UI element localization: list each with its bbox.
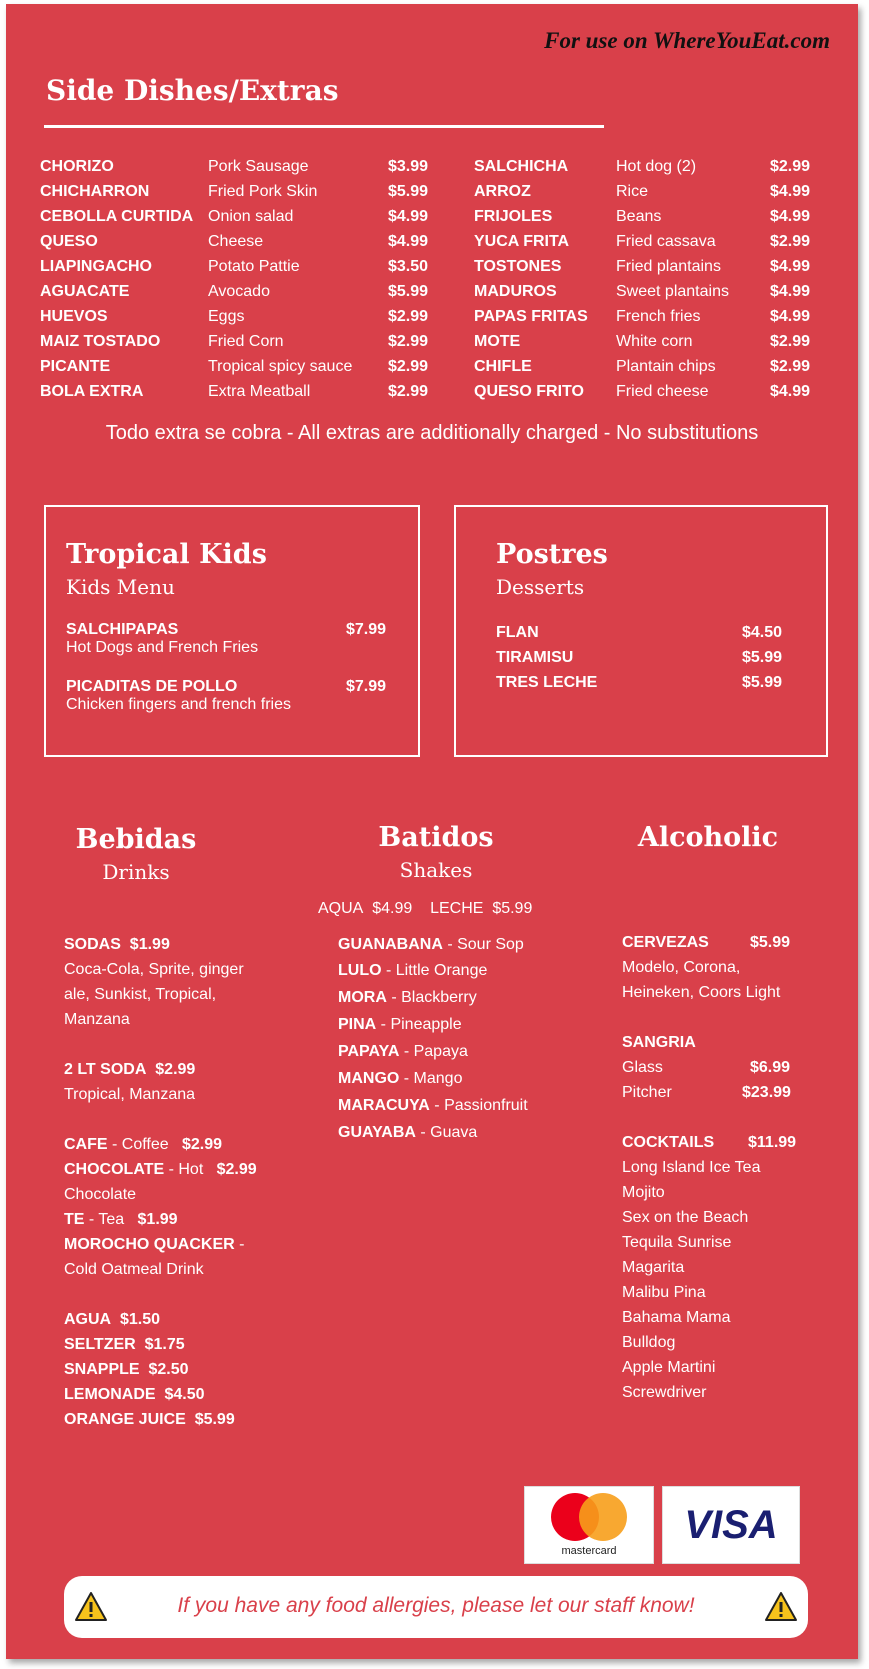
- drink-line: [64, 1232, 257, 1257]
- drink-name: LEMONADE: [64, 1386, 156, 1403]
- side-dish-price: $2.99: [770, 333, 811, 350]
- side-dish-desc: Fried cheese: [616, 383, 709, 400]
- side-dish-price: $4.99: [770, 258, 811, 275]
- alcohol-desc: Modelo, Corona,: [622, 959, 741, 976]
- separator: -: [107, 1136, 122, 1153]
- cocktail-item: Malibu Pina: [622, 1284, 706, 1301]
- drink-name: SNAPPLE: [64, 1361, 140, 1378]
- shake-item: [338, 1065, 528, 1092]
- alcohol-line: [622, 1080, 812, 1105]
- dessert-name: TRES LECHE: [496, 674, 598, 691]
- drink-name: ORANGE JUICE: [64, 1411, 186, 1428]
- side-dish-price: $2.99: [388, 333, 429, 350]
- alcohol-line: [622, 1130, 812, 1155]
- drink-desc: Tropical, Manzana: [64, 1086, 196, 1103]
- shake-item: [338, 1011, 528, 1038]
- separator: -: [386, 989, 402, 1006]
- cocktail-item: Bulldog: [622, 1334, 676, 1351]
- side-dish-name: QUESO: [40, 233, 98, 250]
- side-dish-desc: Tropical spicy sauce: [208, 358, 353, 375]
- separator: -: [429, 1097, 445, 1114]
- drink-price: $1.99: [137, 1211, 178, 1228]
- alcohol-line: [622, 930, 812, 955]
- shake-name: GUANABANA: [338, 936, 443, 953]
- drink-name: CHOCOLATE: [64, 1161, 165, 1178]
- drinks-title: Bebidas: [75, 824, 197, 855]
- drink-desc: Tea: [98, 1211, 125, 1228]
- visa-logo: [662, 1486, 800, 1564]
- dessert-price: $4.50: [741, 624, 782, 641]
- drink-desc: Coffee: [121, 1136, 169, 1153]
- dessert-name: TIRAMISU: [496, 649, 574, 666]
- drink-line: [64, 1132, 257, 1157]
- drink-price: $2.50: [148, 1361, 189, 1378]
- side-dish-desc: Avocado: [208, 283, 270, 300]
- drink-price: $2.99: [181, 1136, 223, 1153]
- side-dish-desc: Extra Meatball: [208, 383, 311, 400]
- shake-item: [338, 957, 528, 984]
- shake-name: LULO: [338, 962, 382, 979]
- cocktail-item: Sex on the Beach: [622, 1209, 749, 1226]
- side-dish-price: $4.99: [770, 183, 811, 200]
- drink-price: $2.99: [155, 1061, 196, 1078]
- drinks-list: [64, 932, 257, 1432]
- side-dish-price: $4.99: [770, 308, 811, 325]
- drink-price: $4.50: [164, 1386, 205, 1403]
- separator: -: [381, 962, 396, 979]
- drink-line: [64, 1057, 257, 1082]
- drink-name: SELTZER: [64, 1336, 136, 1353]
- sangria-pitcher-label: Pitcher: [622, 1084, 672, 1101]
- side-dish-name: CHIFLE: [474, 358, 532, 375]
- side-dish-name: PAPAS FRITAS: [474, 308, 588, 325]
- shake-desc: Blackberry: [401, 989, 477, 1006]
- shake-water-price: $4.99: [372, 900, 413, 917]
- alcoholic-list: [622, 930, 812, 1405]
- side-dish-name: ARROZ: [474, 183, 531, 200]
- cocktail-item: Mojito: [622, 1184, 665, 1201]
- cocktail-item: Apple Martini: [622, 1359, 716, 1376]
- side-dish-desc: Beans: [616, 208, 662, 225]
- side-dish-price: $4.99: [770, 383, 811, 400]
- drink-desc: Chocolate: [64, 1186, 137, 1203]
- alcohol-name: CERVEZAS: [622, 934, 709, 951]
- sangria-glass-label: Glass: [622, 1059, 663, 1076]
- side-dishes-title: Side Dishes/Extras: [46, 74, 339, 107]
- cocktail-item: Screwdriver: [622, 1384, 707, 1401]
- side-dish-price: $5.99: [388, 283, 429, 300]
- kids-menu-box: [44, 505, 420, 757]
- shake-name: PINA: [338, 1016, 377, 1033]
- side-dish-price: $5.99: [388, 183, 429, 200]
- side-dish-desc: Pork Sausage: [208, 158, 309, 175]
- shake-desc: Passionfruit: [444, 1097, 528, 1114]
- kids-item-name: PICADITAS DE POLLO: [66, 678, 238, 695]
- desserts-list: [496, 620, 824, 695]
- shake-milk-label: LECHE: [430, 900, 484, 917]
- separator: -: [234, 1236, 245, 1253]
- kids-item: [66, 678, 414, 714]
- shake-desc: Little Orange: [395, 962, 488, 979]
- shake-milk-price: $5.99: [492, 900, 533, 917]
- side-dish-name: MAIZ TOSTADO: [40, 333, 161, 350]
- drink-price: $2.99: [216, 1161, 257, 1178]
- kids-subtitle: Kids Menu: [66, 575, 175, 599]
- side-dish-name: LIAPINGACHO: [40, 258, 152, 275]
- drink-price: $1.99: [129, 936, 170, 953]
- dessert-row: [496, 620, 824, 645]
- separator: -: [84, 1211, 99, 1228]
- dessert-price: $5.99: [741, 649, 782, 666]
- side-dish-desc: Onion salad: [208, 208, 294, 225]
- shake-desc: Pineapple: [390, 1016, 462, 1033]
- side-dish-price: $4.99: [770, 283, 811, 300]
- side-dish-desc: Fried cassava: [616, 233, 716, 250]
- shakes-base-prices: [318, 896, 532, 921]
- shakes-title: Batidos: [378, 822, 494, 853]
- side-dish-price: $2.99: [388, 308, 429, 325]
- side-dish-desc: Fried plantains: [616, 258, 721, 275]
- kids-item-desc: Hot Dogs and French Fries: [66, 639, 259, 656]
- alcohol-line: [622, 1055, 812, 1080]
- side-dish-name: PICANTE: [40, 358, 111, 375]
- cocktail-item: Bahama Mama: [622, 1309, 731, 1326]
- drink-price: $1.50: [120, 1311, 161, 1328]
- shake-item: [338, 984, 528, 1011]
- side-dish-desc: Plantain chips: [616, 358, 716, 375]
- watermark: For use on WhereYouEat.com: [544, 28, 830, 53]
- kids-item: [66, 621, 414, 657]
- drink-name: MOROCHO QUACKER: [64, 1236, 235, 1253]
- side-dish-name: AGUACATE: [40, 283, 130, 300]
- desserts-title: Postres: [496, 539, 608, 570]
- desserts-box: [454, 505, 828, 757]
- mastercard-text: mastercard: [561, 1545, 617, 1557]
- alcohol-name: COCKTAILS: [622, 1134, 715, 1151]
- shake-name: GUAYABA: [338, 1124, 416, 1141]
- drink-line: [64, 1357, 257, 1382]
- drink-line: [64, 932, 257, 957]
- drink-desc: ale, Sunkist, Tropical,: [64, 986, 217, 1003]
- side-dish-price: $4.99: [770, 208, 811, 225]
- separator: -: [415, 1124, 431, 1141]
- shake-water-label: AQUA: [318, 900, 364, 917]
- side-dish-price: $2.99: [770, 158, 811, 175]
- mastercard-logo: [524, 1486, 654, 1564]
- drink-price: $1.75: [144, 1336, 185, 1353]
- drink-name: 2 LT SODA: [64, 1061, 147, 1078]
- shakes-list: [338, 932, 528, 1146]
- sangria-glass-price: $6.99: [750, 1059, 791, 1076]
- shake-name: MARACUYA: [338, 1097, 430, 1114]
- side-dish-name: FRIJOLES: [474, 208, 553, 225]
- side-dish-desc: Fried Corn: [208, 333, 284, 350]
- shake-item: [338, 1119, 528, 1146]
- kids-item-desc: Chicken fingers and french fries: [66, 696, 291, 713]
- alcohol-name: SANGRIA: [622, 1034, 696, 1051]
- side-dish-name: CHICHARRON: [40, 183, 150, 200]
- side-dish-name: BOLA EXTRA: [40, 383, 144, 400]
- mastercard-circles-icon: [525, 1487, 653, 1547]
- kids-item-name: SALCHIPAPAS: [66, 621, 179, 638]
- separator: -: [164, 1161, 179, 1178]
- shake-desc: Mango: [413, 1070, 463, 1087]
- drink-desc: Manzana: [64, 1011, 130, 1028]
- alcohol-price: $11.99: [748, 1134, 797, 1151]
- side-dish-desc: Potato Pattie: [208, 258, 300, 275]
- dessert-row: [496, 670, 824, 695]
- separator: -: [399, 1043, 414, 1060]
- allergy-text: If you have any food allergies, please let our staff know!: [177, 1594, 695, 1617]
- shake-desc: Papaya: [413, 1043, 468, 1060]
- sangria-pitcher-price: $23.99: [742, 1084, 791, 1101]
- drink-name: AGUA: [64, 1311, 112, 1328]
- drink-desc: Cold Oatmeal Drink: [64, 1261, 204, 1278]
- side-dish-name: HUEVOS: [40, 308, 108, 325]
- dessert-name: FLAN: [496, 624, 539, 641]
- drink-desc: Hot: [178, 1161, 204, 1178]
- side-dish-name: SALCHICHA: [474, 158, 569, 175]
- drink-name: SODAS: [64, 936, 121, 953]
- shake-name: MANGO: [338, 1070, 400, 1087]
- side-dish-desc: White corn: [616, 333, 693, 350]
- kids-item-price: $7.99: [345, 678, 386, 695]
- drink-line: [64, 1332, 257, 1357]
- separator: -: [442, 936, 458, 953]
- kids-title: Tropical Kids: [66, 539, 267, 570]
- separator: -: [399, 1070, 414, 1087]
- menu-page: [6, 4, 858, 1659]
- separator: -: [376, 1016, 391, 1033]
- cocktail-item: Long Island Ice Tea: [622, 1159, 761, 1176]
- drink-line: [64, 1382, 257, 1407]
- drink-name: TE: [64, 1211, 85, 1228]
- side-dish-price: $4.99: [388, 233, 429, 250]
- alcohol-desc: Heineken, Coors Light: [622, 984, 781, 1001]
- side-dish-price: $2.99: [388, 358, 429, 375]
- drinks-subtitle: Drinks: [102, 860, 170, 884]
- visa-text: VISA: [684, 1503, 778, 1547]
- extras-charge-note: Todo extra se cobra - All extras are additionally charged - No substitutions: [105, 422, 759, 444]
- shakes-subtitle: Shakes: [399, 858, 473, 882]
- drink-desc: Coca-Cola, Sprite, ginger: [64, 961, 244, 978]
- dessert-price: $5.99: [741, 674, 782, 691]
- side-dish-name: MADUROS: [474, 283, 557, 300]
- side-dish-desc: Cheese: [208, 233, 264, 250]
- side-dish-name: TOSTONES: [474, 258, 562, 275]
- side-dish-price: $3.50: [388, 258, 429, 275]
- side-dish-desc: Eggs: [208, 308, 245, 325]
- side-dish-desc: French fries: [616, 308, 701, 325]
- warning-icon: [764, 1591, 798, 1623]
- shake-desc: Guava: [430, 1124, 478, 1141]
- drink-price: $5.99: [194, 1411, 235, 1428]
- shake-desc: Sour Sop: [457, 936, 524, 953]
- side-dish-desc: Fried Pork Skin: [208, 183, 318, 200]
- side-dish-name: YUCA FRITA: [474, 233, 570, 250]
- shake-item: [338, 932, 528, 957]
- drink-line: [64, 1407, 257, 1432]
- side-dish-name: CEBOLLA CURTIDA: [40, 208, 194, 225]
- drink-line: [64, 1157, 257, 1182]
- cocktail-item: Tequila Sunrise: [622, 1234, 732, 1251]
- dessert-row: [496, 645, 824, 670]
- side-dish-price: $2.99: [388, 383, 429, 400]
- side-dish-price: $2.99: [770, 233, 811, 250]
- cocktail-item: Magarita: [622, 1259, 685, 1276]
- side-dish-desc: Sweet plantains: [616, 283, 729, 300]
- alcoholic-title: Alcoholic: [637, 822, 779, 853]
- side-dishes-divider: [44, 125, 604, 128]
- side-dish-desc: Rice: [616, 183, 649, 200]
- allergy-banner: [64, 1576, 808, 1638]
- side-dish-price: $3.99: [388, 158, 429, 175]
- shake-name: MORA: [338, 989, 387, 1006]
- side-dish-price: $2.99: [770, 358, 811, 375]
- drink-line: [64, 1207, 257, 1232]
- side-dish-name: CHORIZO: [40, 158, 114, 175]
- drink-name: CAFE: [64, 1136, 108, 1153]
- drink-line: [64, 1307, 257, 1332]
- side-dish-price: $4.99: [388, 208, 429, 225]
- alcohol-price: $5.99: [750, 934, 791, 951]
- side-dish-desc: Hot dog (2): [616, 158, 697, 175]
- side-dish-name: QUESO FRITO: [474, 383, 584, 400]
- shake-item: [338, 1092, 528, 1119]
- shake-item: [338, 1038, 528, 1065]
- kids-item-price: $7.99: [345, 621, 386, 638]
- side-dish-name: MOTE: [474, 333, 521, 350]
- desserts-subtitle: Desserts: [496, 575, 585, 599]
- shake-name: PAPAYA: [338, 1043, 400, 1060]
